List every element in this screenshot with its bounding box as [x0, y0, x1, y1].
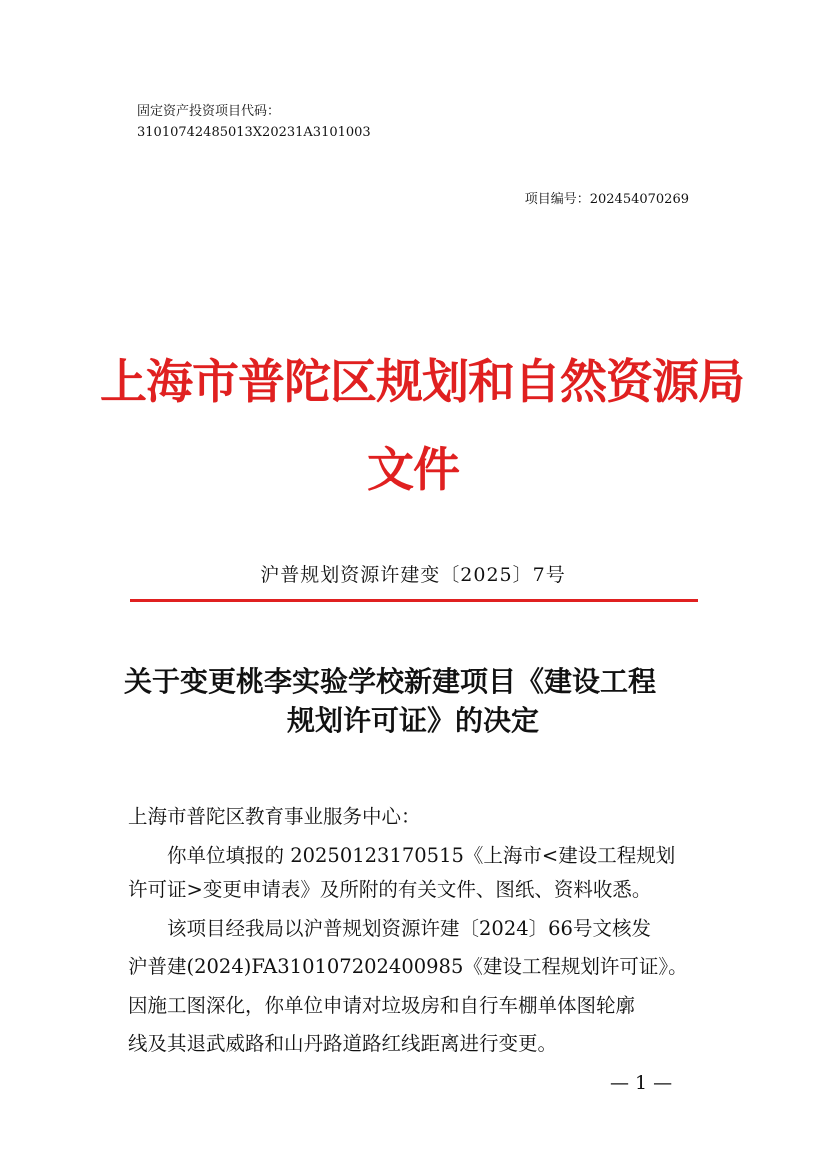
subject-title-line2: 规划许可证》的决定 — [286, 704, 539, 737]
fixed-asset-code: 31010742485013X20231A3101003 — [137, 125, 371, 140]
agency-name: 上海市普陀区规划和自然资源局 — [100, 355, 744, 410]
page-number: — 1 — — [610, 1072, 673, 1094]
body-paragraph1-line2: 许可证>变更申请表》及所附的有关文件、图纸、资料收悉。 — [128, 878, 652, 901]
addressee: 上海市普陀区教育事业服务中心： — [128, 805, 421, 828]
body-paragraph2-line3: 因施工图深化，你单位申请对垃圾房和自行车棚单体图轮廓 — [128, 994, 636, 1017]
fixed-asset-code-label: 固定资产投资项目代码： — [137, 104, 281, 119]
body-paragraph2-line2: 沪普建(2024)FA310107202400985《建设工程规划许可证》。 — [128, 955, 688, 978]
document-type: 文件 — [367, 443, 459, 498]
body-paragraph1-line1: 你单位填报的 20250123170515《上海市<建设工程规划 — [167, 844, 676, 867]
project-number: 项目编号：202454070269 — [524, 192, 689, 207]
body-paragraph2-line1: 该项目经我局以沪普规划资源许建〔2024〕66号文核发 — [167, 917, 651, 940]
document-number: 沪普规划资源许建变〔2025〕7号 — [260, 564, 566, 586]
letterhead-divider — [130, 599, 698, 602]
subject-title-line1: 关于变更桃李实验学校新建项目《建设工程 — [124, 665, 657, 698]
body-paragraph2-line4: 线及其退武威路和山丹路道路红线距离进行变更。 — [128, 1032, 558, 1055]
